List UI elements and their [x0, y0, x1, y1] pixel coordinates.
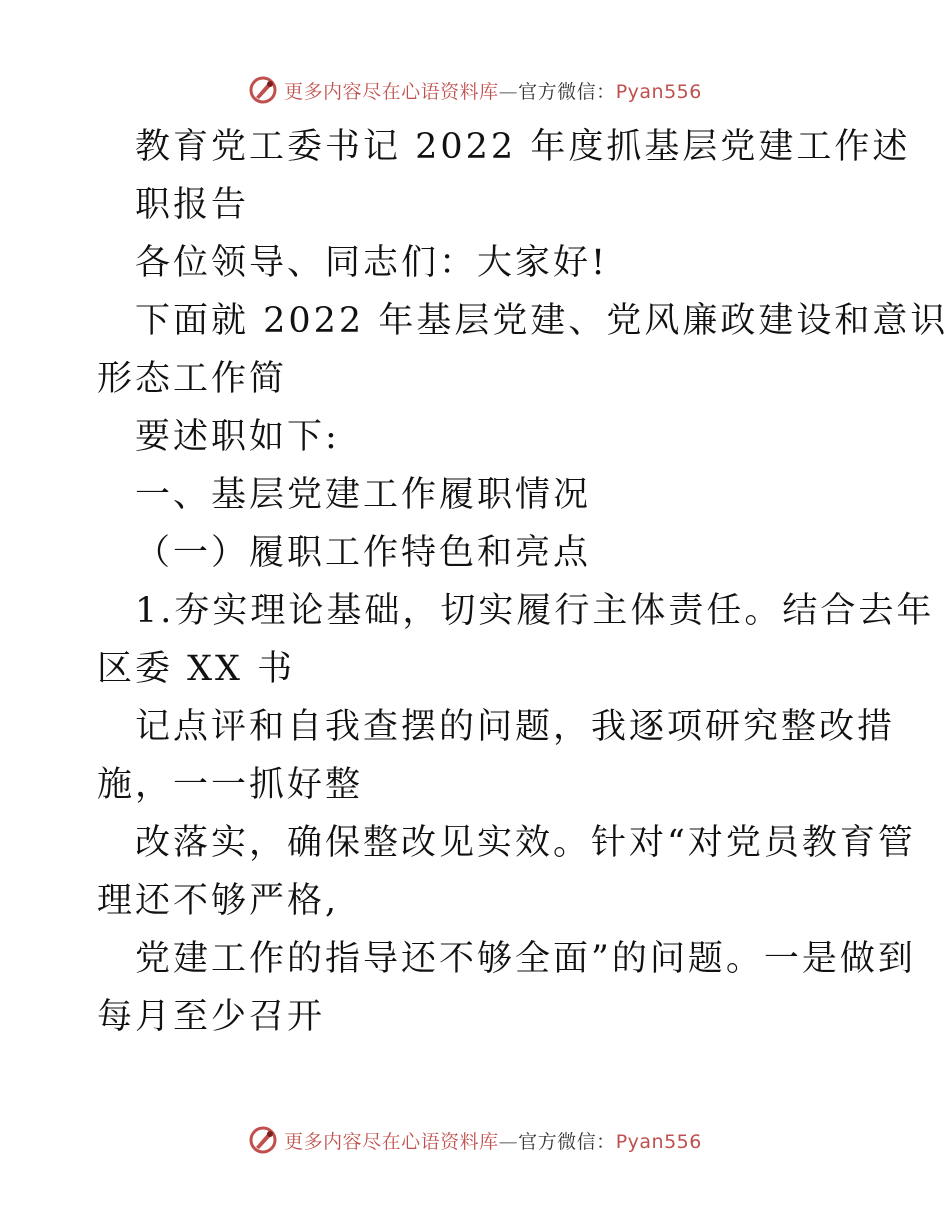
- doc-title-line-1: 教育党工委书记 2022 年度抓基层党建工作述: [135, 127, 911, 167]
- greeting: 各位领导、同志们：大家好!: [135, 243, 609, 283]
- paragraph-line: 1.夯实理论基础，切实履行主体责任。结合去年: [135, 591, 935, 631]
- paragraph-line: 记点评和自我查摆的问题，我逐项研究整改措: [135, 707, 896, 747]
- paragraph-line: 每月至少召开: [97, 997, 326, 1037]
- watermark-text: 更多内容尽在心语资料库—官方微信：Pyan556: [284, 80, 702, 103]
- doc-title-line-2: 职报告: [135, 185, 250, 225]
- logo-icon: [248, 75, 278, 105]
- paragraph-line: 下面就 2022 年基层党建、党风廉政建设和意识: [135, 301, 949, 341]
- document-body: [97, 118, 949, 1046]
- paragraph-line: 形态工作简: [97, 359, 288, 399]
- paragraph-line: 改落实，确保整改见实效。针对“对党员教育管: [135, 823, 916, 863]
- watermark-text: 更多内容尽在心语资料库—官方微信：Pyan556: [284, 1130, 702, 1153]
- subsection-heading: （一）履职工作特色和亮点: [135, 533, 592, 573]
- paragraph-line: 区委 XX 书: [97, 649, 296, 689]
- watermark-footer: [0, 1120, 950, 1160]
- logo-icon: [248, 1125, 278, 1155]
- paragraph-line: 施，一一抓好整: [97, 765, 364, 805]
- watermark-header: [0, 70, 950, 110]
- section-heading: 一、基层党建工作履职情况: [135, 475, 592, 515]
- paragraph-line: 要述职如下:: [135, 417, 340, 457]
- paragraph-line: 理还不够严格,: [97, 881, 340, 921]
- paragraph-line: 党建工作的指导还不够全面”的问题。一是做到: [135, 939, 916, 979]
